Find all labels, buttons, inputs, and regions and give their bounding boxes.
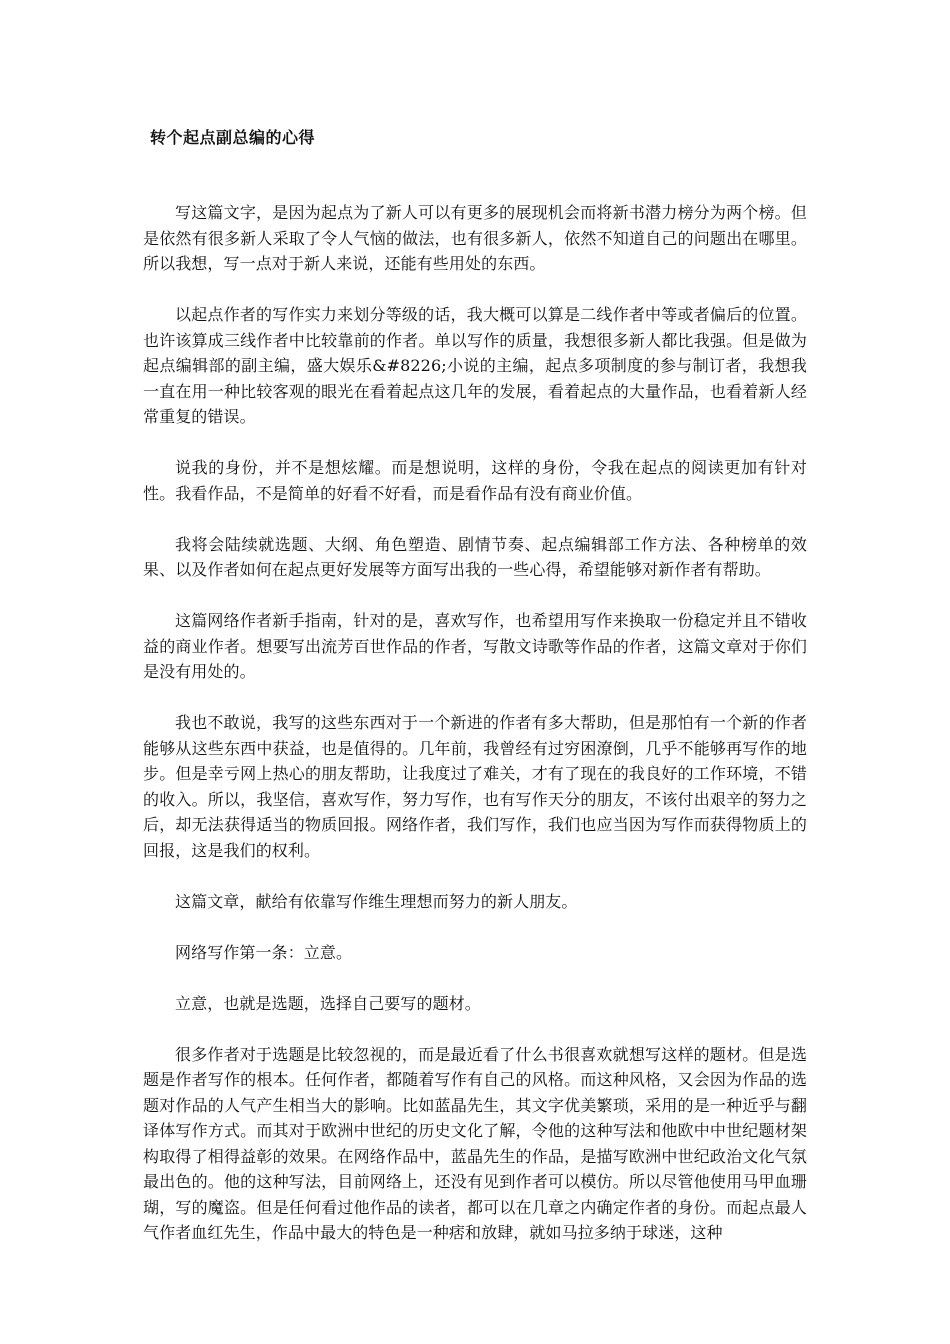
paragraph: 很多作者对于选题是比较忽视的，而是最近看了什么书很喜欢就想写这样的题材。但是选题是作者写作的根本。任何作者，都随着写作有自己的风格。而这种风格，又会因为作品的选题对作品的人气产生相当大的影响。比如蓝晶先生，其文字优美繁琐，采用的是一种近乎与翻译体写作方式。而其对于欧洲中世纪的历史文化了解，令他的这种写法和他欧中中世纪题材架构取得了相得益彰的效果。在网络作品中，蓝晶先生的作品，是描写欧洲中世纪政治文化气氛最出色的。他的这种写法，目前网络上，还没有见到作者可以模仿。所以尽管他使用马甲血珊瑚，写的魔盗。但是任何看过他作品的读者，都可以在几章之内确定作者的身份。而起点最人气作者血红先生，作品中最大的特色是一种痞和放肆，就如马拉多纳于球迷，这种 bbox=[143, 1044, 807, 1242]
document-title: 转个起点副总编的心得 bbox=[150, 128, 316, 147]
paragraph: 这篇网络作者新手指南，针对的是，喜欢写作，也希望用写作来换取一份稳定并且不错收益的商业作者。想要写出流芳百世作品的作者，写散文诗歌等作品的作者，这篇文章对于你们是没有用处的。 bbox=[143, 611, 807, 681]
document-body bbox=[143, 200, 807, 1246]
paragraph: 写这篇文字，是因为起点为了新人可以有更多的展现机会而将新书潜力榜分为两个榜。但是依然有很多新人采取了令人气恼的做法，也有很多新人，依然不知道自己的问题出在哪里。所以我想，写一点对于新人来说，还能有些用处的东西。 bbox=[143, 203, 807, 273]
paragraph: 说我的身份，并不是想炫耀。而是想说明，这样的身份，令我在起点的阅读更加有针对性。我看作品，不是简单的好看不好看，而是看作品有没有商业价值。 bbox=[143, 458, 807, 503]
paragraph: 立意，也就是选题，选择自己要写的题材。 bbox=[175, 993, 481, 1013]
paragraph: 以起点作者的写作实力来划分等级的话，我大概可以算是二线作者中等或者偏后的位置。也许该算成三线作者中比较靠前的作者。单以写作的质量，我想很多新人都比我强。但是做为起点编辑部的副主编，盛大娱乐&#8226;小说的主编，起点多项制度的参与制订者，我想我一直在用一种比较客观的眼光在看着起点这几年的发展，看着起点的大量作品，也看着新人经常重复的错误。 bbox=[143, 305, 807, 426]
paragraph: 我将会陆续就选题、大纲、角色塑造、剧情节奏、起点编辑部工作方法、各种榜单的效果、以及作者如何在起点更好发展等方面写出我的一些心得，希望能够对新作者有帮助。 bbox=[143, 534, 807, 579]
paragraph: 这篇文章，献给有依靠写作维生理想而努力的新人朋友。 bbox=[175, 891, 578, 911]
paragraph: 我也不敢说，我写的这些东西对于一个新进的作者有多大帮助，但是那怕有一个新的作者能够从这些东西中获益，也是值得的。几年前，我曾经有过穷困潦倒，几乎不能够再写作的地步。但是幸亏网上热心的朋友帮助，让我度过了难关，才有了现在的我良好的工作环境，不错的收入。所以，我坚信，喜欢写作，努力写作，也有写作天分的朋友，不该付出艰辛的努力之后，却无法获得适当的物质回报。网络作者，我们写作，我们也应当因为写作而获得物质上的回报，这是我们的权利。 bbox=[143, 713, 807, 860]
paragraph: 网络写作第一条：立意。 bbox=[175, 942, 353, 962]
